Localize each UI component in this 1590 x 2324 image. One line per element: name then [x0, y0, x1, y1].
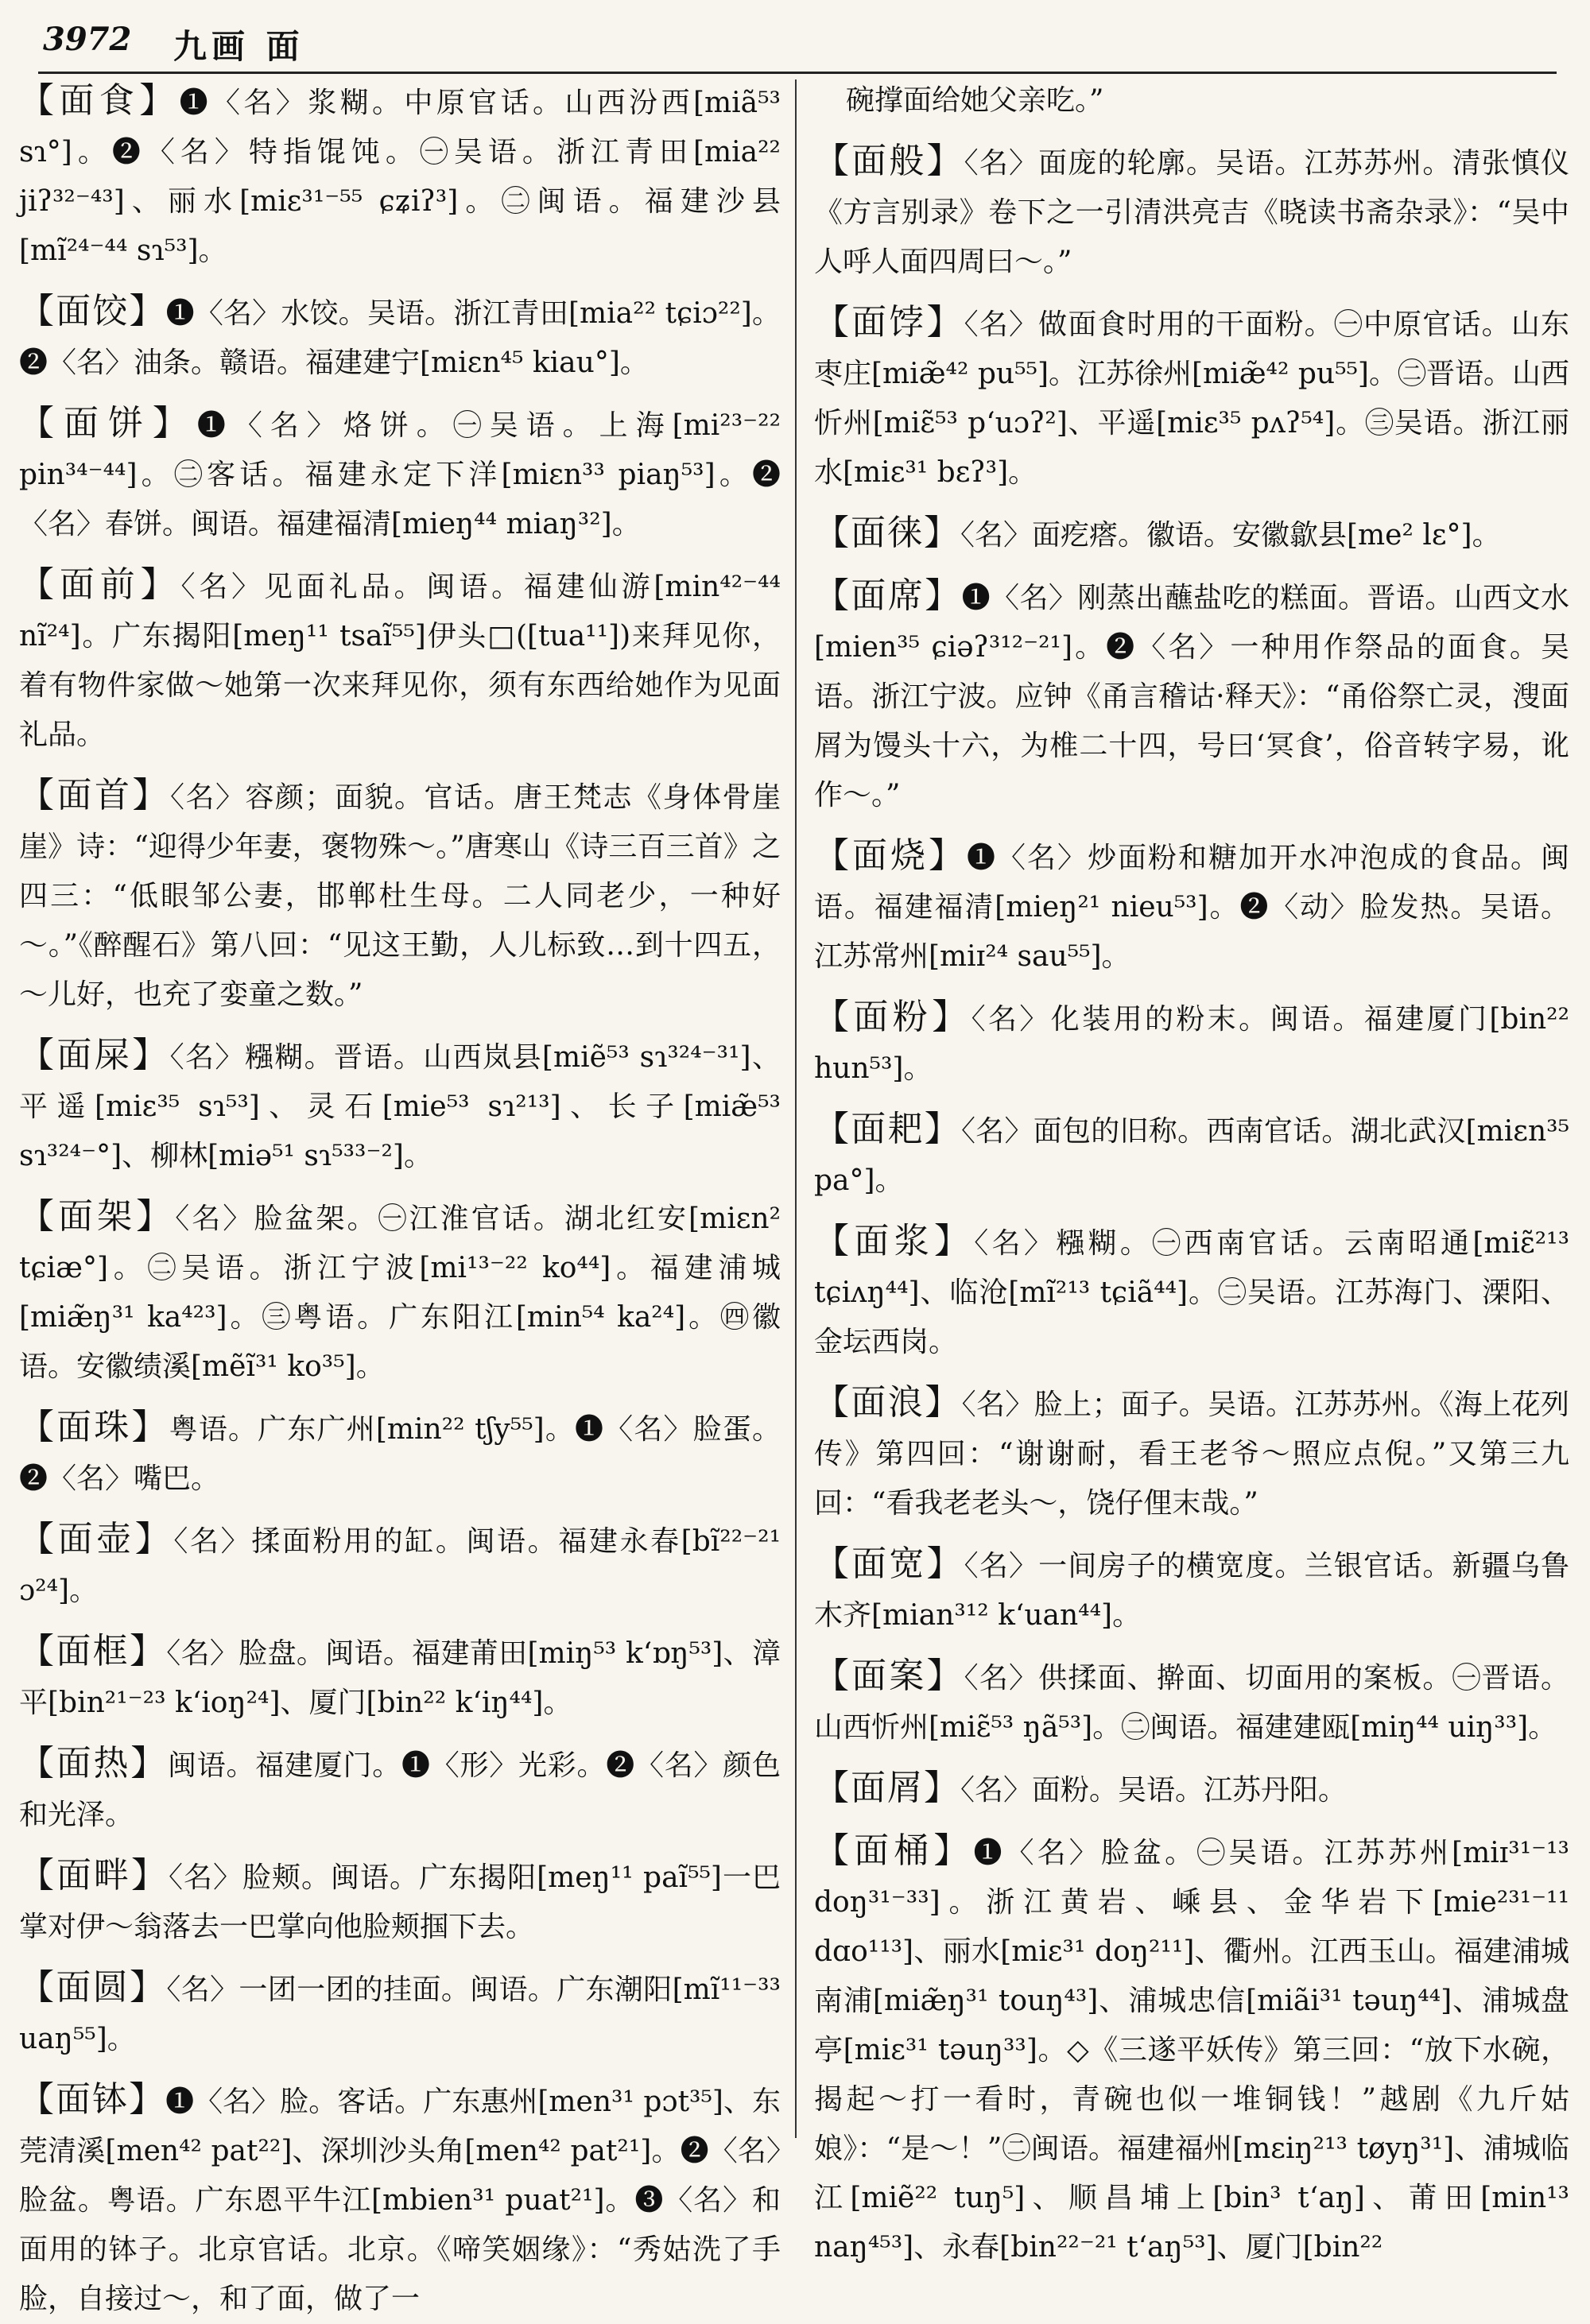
dictionary-entry	[19, 560, 781, 760]
dictionary-entry	[814, 1217, 1569, 1367]
dictionary-entry	[19, 1963, 781, 2064]
entry-definition: 〈名〉容颜；面貌。官话。唐王梵志《身体骨崖崖》诗：“迎得少年妻，褒物殊～。”唐寒山《诗三百三首》之四三：“低眼邹公妻，邯郸杜生母。二人同老少，一种好～。”《醉醒石》第八回：“见这王勤，人儿标致…到十四五，～儿好，也充了娈童之数。”	[19, 781, 781, 1011]
dictionary-entry	[814, 831, 1569, 982]
right-column	[814, 76, 1570, 2264]
entry-definition: 〈名〉脸上；面子。吴语。江苏苏州。《海上花列传》第四回：“谢谢耐，看王老爷～照应点倪。”又第三九回：“看我老老头～，饶仔俚末哉。”	[814, 1389, 1569, 1520]
entry-headword: 【面钵】	[19, 2079, 166, 2120]
dictionary-entry	[19, 76, 781, 276]
entry-headword: 【面浪】	[814, 1382, 962, 1423]
dictionary-entry	[814, 1826, 1569, 2272]
entry-headword: 【面饺】	[19, 291, 166, 331]
entry-headword: 【面浆】	[814, 1221, 975, 1261]
dictionary-entry	[19, 1627, 781, 1728]
dictionary-entry	[814, 1378, 1569, 1528]
entry-definition: ❶〈名〉脸盆。㊀吴语。江苏苏州[miɪ³¹⁻¹³ doŋ³¹⁻³³]。浙江黄岩、嵊县、金华岩下[mie²³¹⁻¹¹ dɑo¹¹³]、丽水[miɛ³¹ doŋ²¹¹]、衢州。江西玉山。福建浦城南浦[miæ̃ŋ³¹ touŋ⁴³]、浦城忠信[miãi³¹ təuŋ⁴⁴]、浦城盘亭[miɛ³¹ təuŋ³³]。◇《三遂平妖传》第三回：“放下水碗，揭起～打一看时，青碗也似一堆铜钱！”越剧《九斤姑娘》：“是～！”㊁闽语。福建福州[mɛiŋ²¹³ tøyŋ³¹]、浦城临江[miẽ²² tuŋ⁵]、顺昌埔上[bin³ tʻaŋ]、莆田[min¹³ naŋ⁴⁵³]、永春[bin²²⁻²¹ tʻaŋ⁵³]、厦门[bin²²	[814, 1837, 1569, 2264]
entry-headword: 【面食】	[19, 80, 180, 121]
dictionary-entry	[814, 1105, 1569, 1206]
entry-definition: 〈名〉做面食时用的干面粉。㊀中原官话。山东枣庄[miæ̃⁴² pu⁵⁵]。江苏徐州[miæ̃⁴² pu⁵⁵]。㊁晋语。山西忻州[miɛ̃⁵³ pʻuɔʔ²]、平遥[miɛ³⁵ pʌʔ⁵⁴]。㊂吴语。浙江丽水[miɛ³¹ bɛʔ³]。	[814, 308, 1569, 489]
dictionary-entry	[19, 771, 781, 1020]
dictionary-entry	[19, 1403, 781, 1504]
entry-headword: 【面架】	[19, 1196, 176, 1237]
page-header	[38, 16, 1557, 74]
entry-headword: 【面徕】	[814, 513, 960, 553]
left-column	[19, 76, 781, 2315]
entry-headword: 【面宽】	[814, 1544, 964, 1584]
entry-definition: 〈名〉脸盘。闽语。福建莆田[miŋ⁵³ kʻɒŋ⁵³]、漳平[bin²¹⁻²³ kʻioŋ²⁴]、厦门[bin²² kʻiŋ⁴⁴]。	[19, 1637, 781, 1719]
dictionary-entry	[19, 399, 781, 549]
entry-headword: 【面框】	[19, 1631, 167, 1671]
entry-headword: 【面屑】	[814, 1768, 960, 1808]
entry-definition: 〈名〉供揉面、擀面、切面用的案板。㊀晋语。山西忻州[miɛ̃⁵³ ŋã⁵³]。㊁闽语。福建建瓯[miŋ⁴⁴ uiŋ³³]。	[814, 1662, 1569, 1744]
dictionary-entry	[814, 76, 1569, 126]
dictionary-entry	[19, 1515, 781, 1616]
entry-definition: 碗撑面给她父亲吃。”	[846, 84, 1104, 117]
entry-definition: 〈名〉糨糊。晋语。山西岚县[miẽ⁵³ sɿ³²⁴⁻³¹]、平遥[miɛ³⁵ sɿ⁵³]、灵石[mie⁵³ sɿ²¹³]、长子[miæ̃⁵³ sɿ³²⁴⁻°]、柳林[miə⁵¹ sɿ⁵³³⁻²]。	[19, 1041, 781, 1172]
entry-definition: 闽语。福建厦门。❶〈形〉光彩。❷〈名〉颜色和光泽。	[19, 1749, 781, 1831]
entry-definition: 〈名〉一团一团的挂面。闽语。广东潮阳[mĩ¹¹⁻³³ uaŋ⁵⁵]。	[19, 1973, 781, 2055]
entry-headword: 【面耙】	[814, 1109, 962, 1149]
dictionary-entry	[814, 1652, 1569, 1753]
entry-definition: 〈名〉一间房子的横宽度。兰银官话。新疆乌鲁木齐[mian³¹² kʻuan⁴⁴]。	[814, 1550, 1569, 1632]
entry-headword: 【面般】	[814, 141, 964, 181]
entry-headword: 【面畔】	[19, 1855, 169, 1896]
entry-definition: 〈名〉脸盆架。㊀江淮官话。湖北红安[miɛn² tɕiæ°]。㊁吴语。浙江宁波[mi¹³⁻²² ko⁴⁴]。福建浦城[miæ̃ŋ³¹ ka⁴²³]。㊂粤语。广东阳江[min⁵⁴ ka²⁴]。㊃徽语。安徽绩溪[mẽĩ³¹ ko³⁵]。	[19, 1203, 781, 1383]
entry-headword: 【面前】	[19, 564, 181, 605]
entry-headword: 【面圆】	[19, 1967, 167, 2008]
entry-definition: ❶〈名〉水饺。吴语。浙江青田[mia²² tɕiɔ²²]。❷〈名〉油条。赣语。福建建宁[miɛn⁴⁵ kiau°]。	[19, 297, 781, 379]
dictionary-entry	[814, 298, 1569, 498]
dictionary-entry	[814, 1764, 1569, 1815]
entry-definition: ❶〈名〉脸。客话。广东惠州[men³¹ pɔt³⁵]、东莞清溪[men⁴² pat²²]、深圳沙头角[men⁴² pat²¹]。❷〈名〉脸盆。粤语。广东恩平牛江[mbien³¹ puat²¹]。❸〈名〉和面用的钵子。北京官话。北京。《啼笑姻缘》：“秀姑洗了手脸，自接过～，和了面，做了一	[19, 2086, 781, 2315]
entry-definition: 〈名〉化装用的粉末。闽语。福建厦门[bin²² hun⁵³]。	[814, 1003, 1570, 1085]
entry-definition: 〈名〉面疙瘩。徽语。安徽歙县[me² lɛ°]。	[960, 519, 1501, 552]
entry-headword: 【面粉】	[814, 997, 971, 1037]
dictionary-entry	[814, 993, 1569, 1094]
entry-headword: 【面案】	[814, 1656, 964, 1696]
entry-headword: 【面席】	[814, 575, 962, 616]
column-divider	[795, 79, 797, 2138]
entry-definition: ❶〈名〉刚蒸出蘸盐吃的糕面。晋语。山西文水[mien³⁵ ɕiəʔ³¹²⁻²¹]。❷〈名〉一种用作祭品的面食。吴语。浙江宁波。应钟《甬言稽诂·释天》：“甬俗祭亡灵，溲面屑为馒头十六，为椎二十四，号曰‘冥食’，俗音转字易，讹作～。”	[814, 582, 1569, 811]
entry-definition: 〈名〉面粉。吴语。江苏丹阳。	[960, 1774, 1348, 1807]
entry-definition: 〈名〉面庞的轮廓。吴语。江苏苏州。清张慎仪《方言别录》卷下之一引清洪亮吉《晓读书斋杂录》：“吴中人呼人面四周曰～。”	[814, 147, 1569, 278]
entry-headword: 【面屎】	[19, 1035, 170, 1075]
dictionary-entry	[19, 287, 781, 388]
entry-headword: 【面壶】	[19, 1519, 174, 1559]
entry-definition: 〈名〉面包的旧称。西南官话。湖北武汉[miɛn³⁵ pa°]。	[814, 1115, 1570, 1197]
entry-definition: 〈名〉见面礼品。闽语。福建仙游[min⁴²⁻⁴⁴ nĩ²⁴]。广东揭阳[meŋ¹¹ tsaĩ⁵⁵]伊头□([tua¹¹])来拜见你，着有物件家做～她第一次来拜见你，须有东西给她作为见面礼品。	[19, 571, 781, 751]
dictionary-entry	[814, 571, 1569, 820]
page-number: 3972	[43, 21, 132, 58]
dictionary-entry	[814, 509, 1569, 560]
entry-definition: 〈名〉糨糊。㊀西南官话。云南昭通[miɛ̃²¹³ tɕiʌŋ⁴⁴]、临沧[mĩ²¹³ tɕiã⁴⁴]。㊁吴语。江苏海门、溧阳、金坛西岗。	[814, 1227, 1569, 1358]
entry-headword: 【面热】	[19, 1743, 168, 1784]
dictionary-entry	[19, 2075, 781, 2324]
dictionary-entry	[19, 1031, 781, 1181]
dictionary-entry	[19, 1192, 781, 1392]
entry-definition: 〈名〉脸颊。闽语。广东揭阳[meŋ¹¹ paĩ⁵⁵]一巴掌对伊～翁落去一巴掌向他脸颊掴下去。	[19, 1861, 781, 1943]
entry-definition: ❶〈名〉炒面粉和糖加开水冲泡成的食品。闽语。福建福清[mieŋ²¹ nieu⁵³]。❷〈动〉脸发热。吴语。江苏常州[miɪ²⁴ sau⁵⁵]。	[814, 842, 1569, 973]
entry-definition: 粤语。广东广州[min²² tʃy⁵⁵]。❶〈名〉脸蛋。❷〈名〉嘴巴。	[19, 1413, 781, 1495]
entry-headword: 【面饽】	[814, 302, 964, 343]
page-title: 九画 面	[173, 27, 304, 66]
entry-headword: 【面桶】	[814, 1830, 974, 1871]
entry-headword: 【面烧】	[814, 835, 967, 876]
entry-definition: ❶〈名〉烙饼。㊀吴语。上海[mi²³⁻²² pin³⁴⁻⁴⁴]。㊁客话。福建永定下洋[miɛn³³ piaŋ⁵³]。❷〈名〉春饼。闽语。福建福清[mieŋ⁴⁴ miaŋ³²]。	[19, 409, 781, 540]
dictionary-entry	[19, 1851, 781, 1952]
dictionary-entry	[814, 1540, 1569, 1640]
entry-headword: 【面首】	[19, 775, 170, 815]
entry-definition: 〈名〉揉面粉用的缸。闽语。福建永春[bĩ²²⁻²¹ ɔ²⁴]。	[19, 1525, 781, 1607]
entry-definition: ❶〈名〉浆糊。中原官话。山西汾西[miã⁵³ sɿ°]。❷〈名〉特指馄饨。㊀吴语。浙江青田[mia²² jiʔ³²⁻⁴³]、丽水[miɛ³¹⁻⁵⁵ ɕʑiʔ³]。㊁闽语。福建沙县[mĩ²⁴⁻⁴⁴ sɿ⁵³]。	[19, 87, 781, 267]
entry-headword: 【面饼】	[19, 403, 197, 443]
entry-headword: 【面珠】	[19, 1407, 169, 1447]
dictionary-entry	[19, 1739, 781, 1840]
dictionary-entry	[814, 137, 1569, 287]
